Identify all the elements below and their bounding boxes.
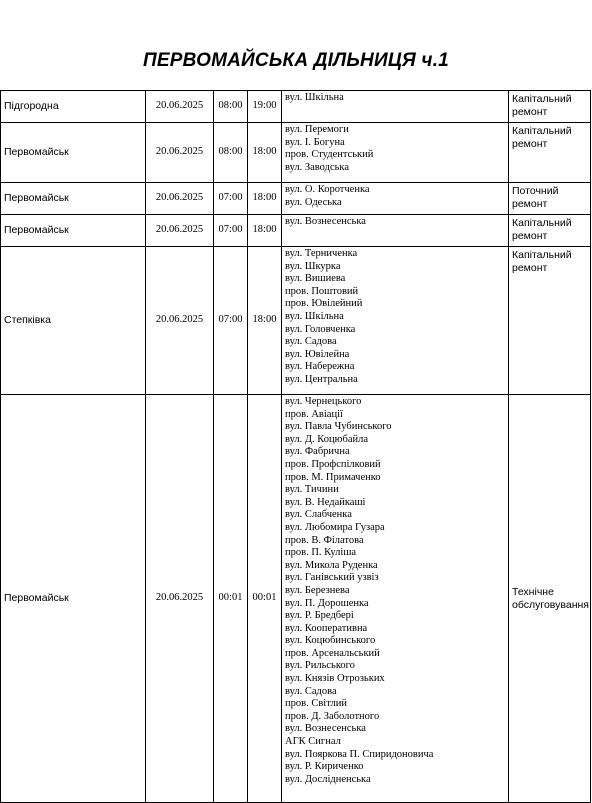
work-type-cell: Капітальний ремонт (509, 123, 591, 183)
street-item: вул. Слабченка (285, 509, 352, 521)
street-item: вул. Фабрична (285, 446, 350, 458)
street-item: вул. В. Недайкаші (285, 496, 366, 508)
end-time-cell: 18:00 (248, 247, 282, 395)
street-item: пров. Арсенальський (285, 647, 380, 659)
street-item: пров. Д. Заболотного (285, 710, 380, 722)
street-item: вул. Любомира Гузара (285, 521, 385, 533)
street-item: вул. Вознесенська (285, 216, 366, 227)
street-item: вул. Шкільна (285, 92, 344, 103)
date-cell: 20.06.2025 (146, 123, 214, 183)
end-time-cell: 18:00 (248, 123, 282, 183)
street-item: вул. О. Коротченка (285, 184, 370, 195)
street-item: вул. Шкурка (285, 260, 341, 272)
table-row (1, 183, 591, 215)
streets-cell (282, 395, 509, 803)
locality-cell: Первомайськ (1, 215, 146, 247)
street-item: пров. Ювілейний (285, 298, 363, 310)
work-type-cell: Поточний ремонт (509, 183, 591, 215)
work-type-cell: Капітальний ремонт (509, 215, 591, 247)
street-item: вул. Князів Отрозьких (285, 673, 385, 685)
end-time-cell: 00:01 (248, 395, 282, 803)
locality-cell: Первомайськ (1, 395, 146, 803)
street-item: вул. Тичини (285, 484, 339, 496)
start-time-cell: 07:00 (214, 183, 248, 215)
start-time-cell: 08:00 (214, 91, 248, 123)
street-item: вул. Шкільна (285, 310, 344, 322)
date-cell: 20.06.2025 (146, 215, 214, 247)
page-title: ПЕРВОМАЙСЬКА ДІЛЬНИЦЯ ч.1 (143, 50, 449, 71)
table-row (1, 91, 591, 123)
street-item: вул. І. Богуна (285, 136, 345, 148)
date-cell: 20.06.2025 (146, 247, 214, 395)
date-cell: 20.06.2025 (146, 183, 214, 215)
street-item: вул. Ганівський узвіз (285, 572, 379, 584)
locality-cell: Первомайськ (1, 123, 146, 183)
street-item: вул. Д. Коцюбайла (285, 433, 369, 445)
table-row (1, 247, 591, 395)
street-item: вул. Головченка (285, 323, 356, 335)
street-item: вул. Кооперативна (285, 622, 368, 634)
work-type-cell: Технічне обслуговування (509, 395, 591, 803)
street-item: вул. Березнева (285, 584, 350, 596)
street-item: вул. Микола Руденка (285, 559, 378, 571)
street-item: вул. Вознесенська (285, 723, 366, 735)
start-time-cell: 08:00 (214, 123, 248, 183)
start-time-cell: 07:00 (214, 215, 248, 247)
table-row (1, 215, 591, 247)
street-item: пров. Поштовий (285, 285, 359, 297)
street-item: вул. П. Дорошенка (285, 597, 369, 609)
streets-cell (282, 123, 509, 183)
locality-cell: Степківка (1, 247, 146, 395)
table-row (1, 395, 591, 803)
streets-cell (282, 183, 509, 215)
street-item: пров. П. Куліша (285, 547, 357, 559)
street-item: вул. Р. Бредбері (285, 610, 354, 622)
street-item: пров. Студентський (285, 149, 374, 161)
streets-cell (282, 247, 509, 395)
streets-cell (282, 215, 509, 247)
street-item: пров. В. Філатова (285, 534, 364, 546)
start-time-cell: 00:01 (214, 395, 248, 803)
work-type-cell: Капітальний ремонт (509, 247, 591, 395)
start-time-cell: 07:00 (214, 247, 248, 395)
street-item: вул. Садова (285, 685, 337, 697)
street-item: вул. Набережна (285, 361, 355, 373)
end-time-cell: 18:00 (248, 183, 282, 215)
work-type-cell: Капітальний ремонт (509, 91, 591, 123)
street-item: вул. Чернецького (285, 396, 362, 407)
end-time-cell: 18:00 (248, 215, 282, 247)
street-item: вул. Дослідненська (285, 773, 371, 785)
street-item: вул. Коцюбинського (285, 635, 376, 647)
street-item: вул. Заводська (285, 161, 350, 173)
locality-cell: Первомайськ (1, 183, 146, 215)
locality-cell: Підгородна (1, 91, 146, 123)
street-item: вул. Ювілейна (285, 348, 350, 360)
end-time-cell: 19:00 (248, 91, 282, 123)
street-item: вул. Перемоги (285, 124, 349, 135)
street-item: вул. Рильського (285, 660, 355, 672)
street-item: пров. Авіації (285, 408, 343, 420)
street-item: вул. Пояркова П. Спиридоновича (285, 748, 434, 760)
street-item: вул. Садова (285, 336, 337, 348)
street-item: вул. Р. Кириченко (285, 761, 364, 773)
street-item: пров. М. Примаченко (285, 471, 381, 483)
street-item: вул. Одеська (285, 196, 342, 208)
outage-schedule-table (0, 90, 591, 803)
street-item: вул. Вишиева (285, 273, 346, 285)
street-item: АГК Сигнал (285, 736, 341, 748)
street-item: пров. Профспілковий (285, 458, 381, 470)
street-item: вул. Павла Чубинського (285, 421, 392, 433)
table-row (1, 123, 591, 183)
street-item: вул. Терниченка (285, 248, 358, 259)
date-cell: 20.06.2025 (146, 91, 214, 123)
streets-cell (282, 91, 509, 123)
street-item: пров. Світлий (285, 698, 348, 710)
street-item: вул. Центральна (285, 373, 358, 385)
date-cell: 20.06.2025 (146, 395, 214, 803)
